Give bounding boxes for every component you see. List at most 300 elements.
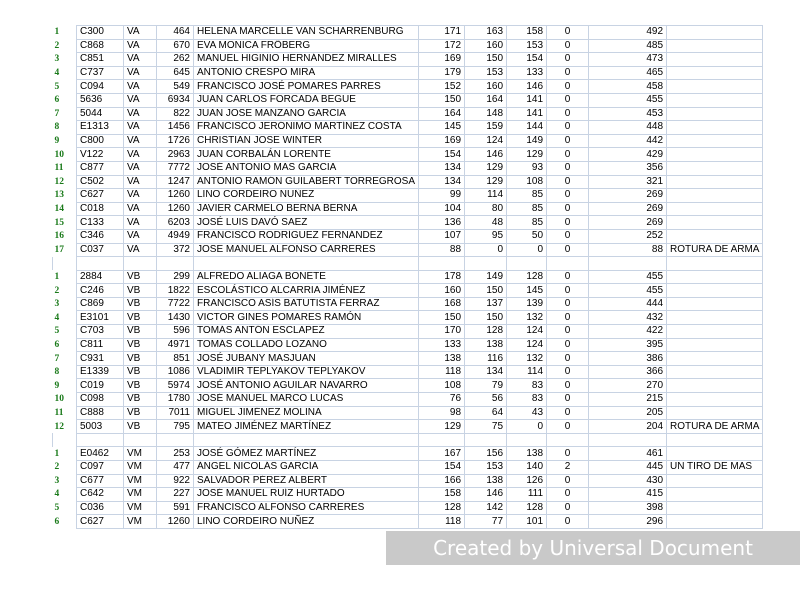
category-cell: VB [124, 284, 157, 298]
category-cell: VM [124, 461, 157, 475]
license-number: 1780 [157, 393, 194, 407]
table-row [53, 393, 763, 407]
shooter-name: ALFREDO ALIAGA BONETE [194, 270, 419, 284]
remarks-cell [667, 311, 763, 325]
remarks-cell: ROTURA DE ARMA [667, 243, 763, 257]
penalty-cell: 0 [547, 501, 589, 515]
penalty-cell: 0 [547, 53, 589, 67]
empty-cell [667, 257, 763, 271]
shooter-code: E1313 [77, 121, 124, 135]
shooter-code: C877 [77, 161, 124, 175]
table-row [53, 202, 763, 216]
remarks-cell [667, 93, 763, 107]
score-series-2: 150 [465, 53, 507, 67]
row-number: 5 [54, 326, 60, 337]
score-series-1: 178 [419, 270, 465, 284]
score-series-3: 145 [507, 284, 547, 298]
penalty-cell: 0 [547, 447, 589, 461]
remarks-cell [667, 338, 763, 352]
table-row [53, 189, 763, 203]
table-row [53, 352, 763, 366]
remarks-cell [667, 134, 763, 148]
score-series-3: 128 [507, 501, 547, 515]
row-number: 7 [54, 108, 60, 119]
score-series-1: 118 [419, 515, 465, 529]
empty-cell [124, 257, 157, 271]
license-number: 4971 [157, 338, 194, 352]
score-series-3: 43 [507, 406, 547, 420]
score-series-1: 158 [419, 488, 465, 502]
license-number: 1260 [157, 515, 194, 529]
shooter-code: 2884 [77, 270, 124, 284]
license-number: 822 [157, 107, 194, 121]
score-series-3: 133 [507, 66, 547, 80]
table-row [53, 420, 763, 434]
penalty-cell: 0 [547, 270, 589, 284]
score-series-2: 148 [465, 107, 507, 121]
category-cell: VM [124, 501, 157, 515]
empty-cell [667, 433, 763, 447]
license-number: 1822 [157, 284, 194, 298]
table-row [53, 447, 763, 461]
score-series-1: 169 [419, 134, 465, 148]
penalty-cell: 0 [547, 229, 589, 243]
total-score: 465 [589, 66, 667, 80]
row-number: 4 [54, 68, 60, 79]
penalty-cell: 0 [547, 134, 589, 148]
total-score: 492 [589, 26, 667, 40]
score-series-2: 0 [465, 243, 507, 257]
empty-cell [194, 257, 419, 271]
shooter-code: C677 [77, 474, 124, 488]
category-cell: VA [124, 80, 157, 94]
penalty-cell: 0 [547, 325, 589, 339]
shooter-code: V122 [77, 148, 124, 162]
score-series-3: 85 [507, 202, 547, 216]
row-number: 10 [54, 394, 64, 405]
license-number: 670 [157, 39, 194, 53]
license-number: 1086 [157, 365, 194, 379]
shooter-code: C737 [77, 66, 124, 80]
remarks-cell [667, 474, 763, 488]
empty-cell [547, 433, 589, 447]
penalty-cell: 0 [547, 515, 589, 529]
score-series-2: 48 [465, 216, 507, 230]
shooter-code: 5044 [77, 107, 124, 121]
score-series-2: 64 [465, 406, 507, 420]
shooter-name: ANTONIO RAMÓN GUILABERT TORREGROSA [194, 175, 419, 189]
shooter-name: JUAN CORBALÁN LORENTE [194, 148, 419, 162]
empty-cell [157, 257, 194, 271]
total-score: 485 [589, 39, 667, 53]
score-series-3: 128 [507, 270, 547, 284]
row-number: 1 [54, 27, 60, 38]
shooter-code: C811 [77, 338, 124, 352]
category-cell: VA [124, 53, 157, 67]
score-series-1: 136 [419, 216, 465, 230]
score-series-3: 153 [507, 39, 547, 53]
score-series-3: 129 [507, 148, 547, 162]
score-series-3: 83 [507, 379, 547, 393]
shooter-code: C888 [77, 406, 124, 420]
score-series-2: 156 [465, 447, 507, 461]
row-number: 5 [54, 81, 60, 92]
shooter-name: SALVADOR PÉREZ ALBERT [194, 474, 419, 488]
shooter-code: C097 [77, 461, 124, 475]
license-number: 645 [157, 66, 194, 80]
license-number: 7011 [157, 406, 194, 420]
remarks-cell [667, 406, 763, 420]
score-series-3: 132 [507, 352, 547, 366]
score-series-1: 171 [419, 26, 465, 40]
penalty-cell: 0 [547, 406, 589, 420]
category-cell: VA [124, 66, 157, 80]
score-series-2: 149 [465, 270, 507, 284]
total-score: 296 [589, 515, 667, 529]
category-cell: VB [124, 420, 157, 434]
score-series-2: 164 [465, 93, 507, 107]
shooter-code: E0462 [77, 447, 124, 461]
row-number: 15 [54, 217, 64, 228]
row-number: 9 [54, 136, 60, 147]
penalty-cell: 0 [547, 148, 589, 162]
score-series-3: 140 [507, 461, 547, 475]
score-series-3: 101 [507, 515, 547, 529]
shooter-name: MATEO JIMÉNEZ MARTÍNEZ [194, 420, 419, 434]
total-score: 252 [589, 229, 667, 243]
shooter-code: C931 [77, 352, 124, 366]
remarks-cell [667, 189, 763, 203]
shooter-name: LINO CORDEIRO NUÑEZ [194, 515, 419, 529]
score-series-3: 126 [507, 474, 547, 488]
score-series-1: 88 [419, 243, 465, 257]
empty-cell [419, 433, 465, 447]
table-row [53, 229, 763, 243]
penalty-cell: 0 [547, 107, 589, 121]
score-series-1: 104 [419, 202, 465, 216]
license-number: 549 [157, 80, 194, 94]
category-cell: VA [124, 134, 157, 148]
table-row [53, 53, 763, 67]
total-score: 455 [589, 270, 667, 284]
remarks-cell [667, 80, 763, 94]
license-number: 1260 [157, 202, 194, 216]
license-number: 477 [157, 461, 194, 475]
row-number: 4 [54, 489, 60, 500]
empty-cell [589, 433, 667, 447]
row-number: 11 [54, 163, 64, 174]
empty-cell [589, 257, 667, 271]
total-score: 455 [589, 93, 667, 107]
shooter-code: C036 [77, 501, 124, 515]
penalty-cell: 0 [547, 121, 589, 135]
remarks-cell [667, 297, 763, 311]
score-series-2: 150 [465, 284, 507, 298]
score-series-3: 124 [507, 325, 547, 339]
shooter-name: FRANCISCO ALFONSO CARRERES [194, 501, 419, 515]
row-number: 1 [54, 271, 60, 282]
shooter-code: 5003 [77, 420, 124, 434]
table-row [53, 121, 763, 135]
license-number: 299 [157, 270, 194, 284]
score-series-2: 150 [465, 311, 507, 325]
table-row [53, 406, 763, 420]
shooter-code: C094 [77, 80, 124, 94]
category-cell: VB [124, 379, 157, 393]
score-series-1: 129 [419, 420, 465, 434]
category-cell: VB [124, 311, 157, 325]
shooter-name: TOMÁS ANTÓN ESCLAPEZ [194, 325, 419, 339]
penalty-cell: 0 [547, 161, 589, 175]
remarks-cell [667, 66, 763, 80]
category-cell: VA [124, 107, 157, 121]
score-series-1: 128 [419, 501, 465, 515]
category-cell: VB [124, 325, 157, 339]
category-cell: VA [124, 189, 157, 203]
table-row [53, 270, 763, 284]
license-number: 1726 [157, 134, 194, 148]
shooter-name: ANTONIO CRESPO MIRA [194, 66, 419, 80]
score-series-2: 160 [465, 80, 507, 94]
total-score: 458 [589, 80, 667, 94]
table-row [53, 325, 763, 339]
shooter-name: VICTOR GINES POMARES RAMÓN [194, 311, 419, 325]
license-number: 6203 [157, 216, 194, 230]
table-row [53, 461, 763, 475]
total-score: 473 [589, 53, 667, 67]
penalty-cell: 0 [547, 66, 589, 80]
shooter-name: JOSÉ ANTONIO MAS GARCIA [194, 161, 419, 175]
row-number: 7 [54, 353, 60, 364]
license-number: 2963 [157, 148, 194, 162]
score-series-3: 108 [507, 175, 547, 189]
penalty-cell: 0 [547, 474, 589, 488]
score-series-3: 114 [507, 365, 547, 379]
row-number: 14 [54, 204, 64, 215]
license-number: 1456 [157, 121, 194, 135]
score-series-1: 152 [419, 80, 465, 94]
total-score: 461 [589, 447, 667, 461]
empty-cell [124, 433, 157, 447]
total-score: 386 [589, 352, 667, 366]
row-number: 9 [54, 380, 60, 391]
table-row [53, 216, 763, 230]
shooter-name: FRANCISCO ASÍS BATUTISTA FERRAZ [194, 297, 419, 311]
table-row [53, 80, 763, 94]
remarks-cell [667, 202, 763, 216]
empty-cell [465, 257, 507, 271]
shooter-name: LINO CORDEIRO NUÑEZ [194, 189, 419, 203]
total-score: 215 [589, 393, 667, 407]
total-score: 269 [589, 202, 667, 216]
license-number: 372 [157, 243, 194, 257]
category-cell: VA [124, 148, 157, 162]
score-series-1: 154 [419, 148, 465, 162]
score-series-1: 172 [419, 39, 465, 53]
remarks-cell [667, 284, 763, 298]
license-number: 464 [157, 26, 194, 40]
total-score: 430 [589, 474, 667, 488]
table-row [53, 93, 763, 107]
score-series-1: 169 [419, 53, 465, 67]
score-series-2: 95 [465, 229, 507, 243]
score-series-1: 164 [419, 107, 465, 121]
penalty-cell: 0 [547, 80, 589, 94]
score-series-2: 142 [465, 501, 507, 515]
shooter-name: CHRISTIAN JOSE WINTER [194, 134, 419, 148]
row-number: 3 [54, 299, 60, 310]
score-series-2: 129 [465, 161, 507, 175]
score-series-3: 0 [507, 420, 547, 434]
penalty-cell: 0 [547, 352, 589, 366]
table-row [53, 365, 763, 379]
score-series-1: 160 [419, 284, 465, 298]
score-series-1: 150 [419, 311, 465, 325]
table-row [53, 488, 763, 502]
penalty-cell: 0 [547, 284, 589, 298]
row-number: 12 [54, 421, 64, 432]
score-series-3: 85 [507, 216, 547, 230]
score-series-2: 79 [465, 379, 507, 393]
score-series-1: 134 [419, 161, 465, 175]
score-series-2: 134 [465, 365, 507, 379]
shooter-code: C800 [77, 134, 124, 148]
category-cell: VA [124, 216, 157, 230]
remarks-cell [667, 26, 763, 40]
shooter-name: ESCOLÁSTICO ALCARRIA JIMÉNEZ [194, 284, 419, 298]
empty-cell [53, 433, 77, 447]
category-cell: VM [124, 488, 157, 502]
row-number: 2 [54, 285, 60, 296]
remarks-cell [667, 501, 763, 515]
total-score: 429 [589, 148, 667, 162]
table-row [53, 39, 763, 53]
score-series-3: 83 [507, 393, 547, 407]
total-score: 453 [589, 107, 667, 121]
license-number: 1260 [157, 189, 194, 203]
shooter-code: C627 [77, 515, 124, 529]
category-cell: VA [124, 161, 157, 175]
total-score: 366 [589, 365, 667, 379]
score-series-2: 124 [465, 134, 507, 148]
penalty-cell: 0 [547, 420, 589, 434]
row-number: 13 [54, 190, 64, 201]
row-number: 8 [54, 367, 60, 378]
shooter-code: C019 [77, 379, 124, 393]
shooter-name: MANUEL HIGINIO HERNÁNDEZ MIRALLES [194, 53, 419, 67]
category-cell: VA [124, 39, 157, 53]
score-series-3: 111 [507, 488, 547, 502]
license-number: 1247 [157, 175, 194, 189]
score-series-2: 129 [465, 175, 507, 189]
penalty-cell: 0 [547, 26, 589, 40]
score-series-3: 50 [507, 229, 547, 243]
empty-cell [53, 257, 77, 271]
results-table-body [53, 26, 763, 529]
category-cell: VB [124, 406, 157, 420]
score-series-1: 170 [419, 325, 465, 339]
score-series-2: 116 [465, 352, 507, 366]
row-number: 2 [54, 40, 60, 51]
score-series-3: 139 [507, 297, 547, 311]
score-series-2: 114 [465, 189, 507, 203]
score-series-2: 80 [465, 202, 507, 216]
table-row [53, 175, 763, 189]
score-series-2: 75 [465, 420, 507, 434]
remarks-cell: UN TIRO DE MAS [667, 461, 763, 475]
shooter-name: FRANCISCO RODRÍGUEZ FERNÁNDEZ [194, 229, 419, 243]
table-row [53, 148, 763, 162]
total-score: 455 [589, 284, 667, 298]
total-score: 395 [589, 338, 667, 352]
remarks-cell [667, 229, 763, 243]
score-series-1: 107 [419, 229, 465, 243]
score-series-1: 76 [419, 393, 465, 407]
shooter-name: JUAN JOSE MANZANO GARCIA [194, 107, 419, 121]
score-series-1: 154 [419, 461, 465, 475]
remarks-cell [667, 352, 763, 366]
score-series-2: 146 [465, 488, 507, 502]
total-score: 321 [589, 175, 667, 189]
shooter-name: JOSÉ LUIS DAVÓ SAEZ [194, 216, 419, 230]
row-number: 2 [54, 462, 60, 473]
group-separator-row [53, 433, 763, 447]
total-score: 205 [589, 406, 667, 420]
remarks-cell [667, 53, 763, 67]
license-number: 1430 [157, 311, 194, 325]
empty-cell [77, 257, 124, 271]
score-series-1: 145 [419, 121, 465, 135]
total-score: 445 [589, 461, 667, 475]
shooter-code: C642 [77, 488, 124, 502]
total-score: 270 [589, 379, 667, 393]
results-table [52, 25, 763, 529]
license-number: 5974 [157, 379, 194, 393]
score-series-1: 166 [419, 474, 465, 488]
row-number: 16 [54, 231, 64, 242]
score-series-3: 141 [507, 107, 547, 121]
remarks-cell [667, 393, 763, 407]
table-row [53, 515, 763, 529]
category-cell: VB [124, 352, 157, 366]
row-number: 6 [54, 95, 60, 106]
total-score: 398 [589, 501, 667, 515]
score-series-2: 160 [465, 39, 507, 53]
table-row [53, 379, 763, 393]
score-series-1: 150 [419, 93, 465, 107]
empty-cell [507, 433, 547, 447]
score-series-2: 146 [465, 148, 507, 162]
total-score: 88 [589, 243, 667, 257]
remarks-cell [667, 365, 763, 379]
category-cell: VA [124, 26, 157, 40]
category-cell: VM [124, 474, 157, 488]
penalty-cell: 0 [547, 93, 589, 107]
remarks-cell [667, 161, 763, 175]
row-number: 17 [54, 244, 64, 255]
shooter-code: C346 [77, 229, 124, 243]
row-number: 3 [54, 475, 60, 486]
remarks-cell [667, 216, 763, 230]
shooter-name: JUAN CARLOS FORCADA BEGUE [194, 93, 419, 107]
penalty-cell: 0 [547, 202, 589, 216]
score-series-2: 128 [465, 325, 507, 339]
shooter-code: C018 [77, 202, 124, 216]
category-cell: VM [124, 447, 157, 461]
table-row [53, 311, 763, 325]
row-number: 6 [54, 339, 60, 350]
license-number: 596 [157, 325, 194, 339]
